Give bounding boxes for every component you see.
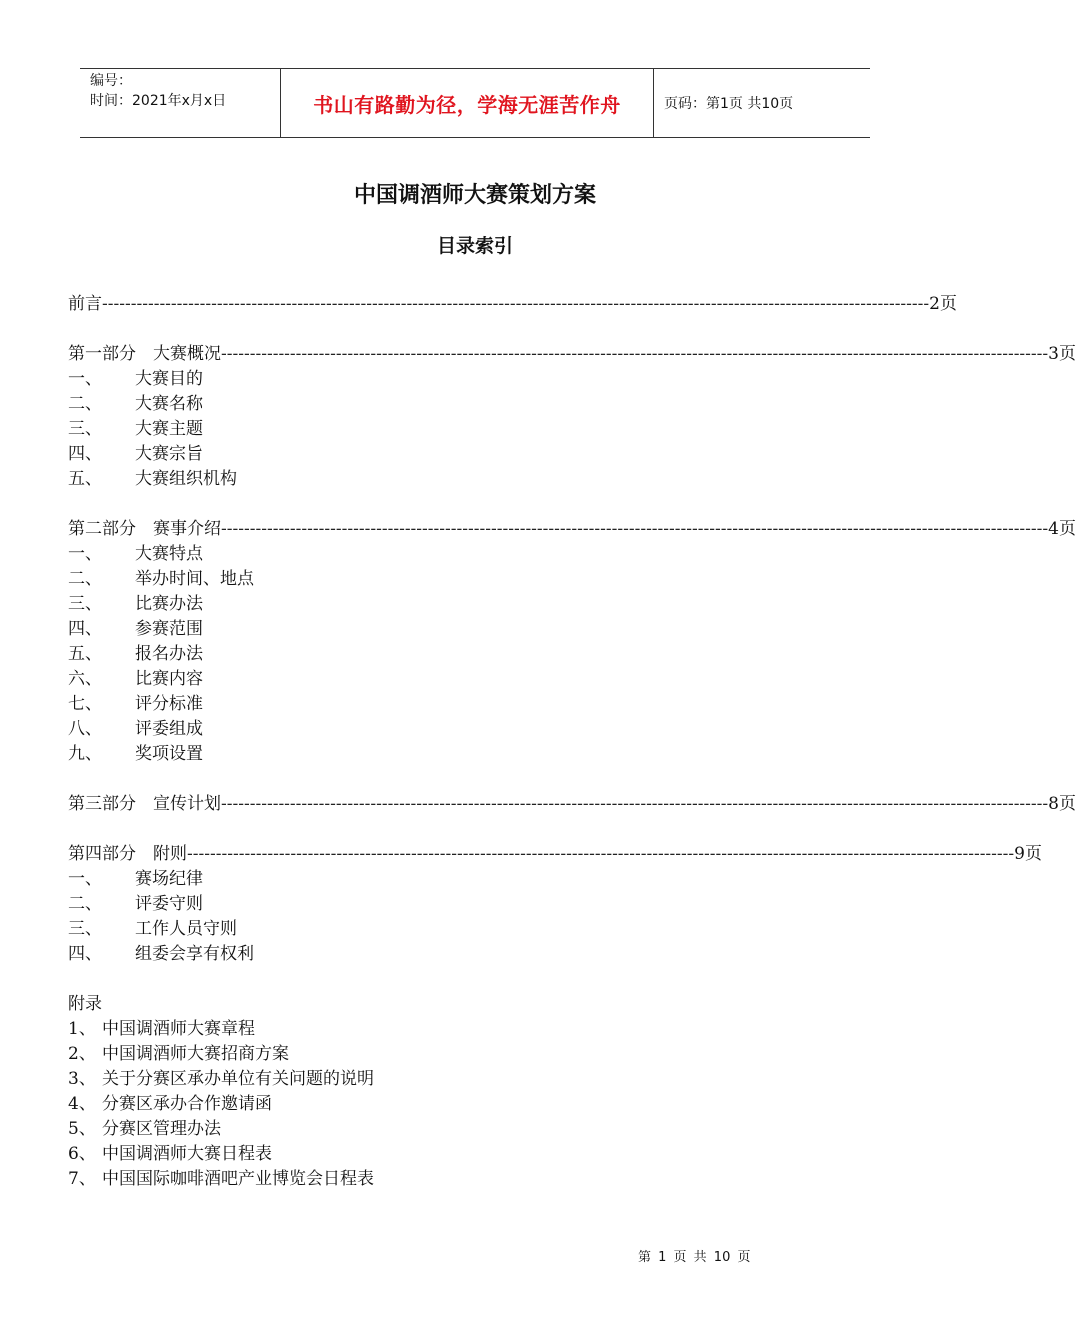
toc-subitem-text: 比赛办法 <box>135 594 203 614</box>
header-motto: 书山有路勤为径，学海无涯苦作舟 <box>281 69 654 137</box>
appendix-item-number: 1、 <box>68 1019 96 1039</box>
document-number-label: 编号： <box>90 73 132 89</box>
toc-subitem-text: 大赛宗旨 <box>135 444 203 464</box>
toc-subitem[interactable] <box>68 617 876 642</box>
toc-subitem[interactable] <box>68 567 876 592</box>
toc-entry-page: 8页 <box>1048 794 1076 814</box>
toc-subitem[interactable] <box>68 417 876 442</box>
toc-entry-part4[interactable] <box>68 842 1042 867</box>
toc-subitem-text: 评分标准 <box>135 694 203 714</box>
toc-subitem-number: 二、 <box>68 894 102 914</box>
toc-subitem[interactable] <box>68 917 876 942</box>
toc-entry-label: 第三部分 宣传计划 <box>68 794 221 814</box>
dash-leader: ------------------------------------------------------------------------------------------------------------------------------------------------ <box>102 294 930 314</box>
toc-subitem[interactable] <box>68 592 876 617</box>
toc-subitem-number: 九、 <box>68 744 102 764</box>
toc-entry-part1[interactable] <box>68 342 1076 367</box>
toc-entry-preface[interactable] <box>68 292 957 317</box>
toc-subitem-number: 四、 <box>68 944 102 964</box>
toc-subitem-text: 奖项设置 <box>135 744 203 764</box>
toc-subitem-text: 比赛内容 <box>135 669 203 689</box>
toc-subitem[interactable] <box>68 392 876 417</box>
dash-leader: ------------------------------------------------------------------------------------------------------------------------------------------------ <box>221 519 1049 539</box>
toc-subitem-text: 大赛特点 <box>135 544 203 564</box>
toc-subitem-number: 二、 <box>68 394 102 414</box>
appendix-item-number: 7、 <box>68 1169 96 1189</box>
appendix-item-number: 5、 <box>68 1119 96 1139</box>
appendix-item[interactable] <box>68 1092 876 1117</box>
appendix-item-number: 2、 <box>68 1044 96 1064</box>
page-footer: 第 1 页 共 10 页 <box>638 1250 751 1265</box>
toc-entry-part2[interactable] <box>68 517 1076 542</box>
document-title: 中国调酒师大赛策划方案 <box>353 183 596 208</box>
dash-leader: ------------------------------------------------------------------------------------------------------------------------------------------------ <box>221 344 1049 364</box>
header-page-info: 页码：第1页 共10页 <box>664 96 794 112</box>
table-of-contents <box>68 292 1076 1192</box>
appendix-item-text: 中国调酒师大赛招商方案 <box>102 1044 289 1064</box>
toc-subitem-number: 八、 <box>68 719 102 739</box>
toc-entry-page: 2页 <box>929 294 957 314</box>
toc-subitem-text: 报名办法 <box>135 644 203 664</box>
header-meta <box>80 69 281 137</box>
toc-subitem-number: 七、 <box>68 694 102 714</box>
toc-heading: 目录索引 <box>436 235 513 257</box>
toc-subitem[interactable] <box>68 542 876 567</box>
toc-subitem[interactable] <box>68 642 876 667</box>
toc-subitem-number: 五、 <box>68 469 102 489</box>
appendix-item-text: 分赛区承办合作邀请函 <box>102 1094 272 1114</box>
toc-subitem-text: 组委会享有权利 <box>135 944 254 964</box>
toc-subitem[interactable] <box>68 442 876 467</box>
toc-subitem-number: 三、 <box>68 419 102 439</box>
toc-subitem-number: 二、 <box>68 569 102 589</box>
dash-leader: ------------------------------------------------------------------------------------------------------------------------------------------------ <box>187 844 1015 864</box>
toc-subitem-text: 评委组成 <box>135 719 203 739</box>
toc-entry-label: 前言 <box>68 294 102 314</box>
appendix-item[interactable] <box>68 1017 876 1042</box>
toc-entry-label: 第二部分 赛事介绍 <box>68 519 221 539</box>
toc-entry-page: 9页 <box>1014 844 1042 864</box>
appendix-heading[interactable]: 附录 <box>68 994 102 1014</box>
dash-leader: ------------------------------------------------------------------------------------------------------------------------------------------------ <box>221 794 1049 814</box>
toc-subitem-text: 工作人员守则 <box>135 919 237 939</box>
document-date: 时间：2021年x月x日 <box>90 93 227 109</box>
appendix-item[interactable] <box>68 1142 876 1167</box>
toc-subitem[interactable] <box>68 367 876 392</box>
toc-entry-part3[interactable] <box>68 792 1076 817</box>
toc-subitem-number: 五、 <box>68 644 102 664</box>
toc-subitem-number: 四、 <box>68 619 102 639</box>
toc-subitem-text: 大赛组织机构 <box>135 469 237 489</box>
toc-entry-page: 4页 <box>1048 519 1076 539</box>
toc-subitem[interactable] <box>68 742 876 767</box>
toc-entry-label: 第四部分 附则 <box>68 844 187 864</box>
appendix-item-text: 中国国际咖啡酒吧产业博览会日程表 <box>102 1169 374 1189</box>
toc-subitem-text: 大赛主题 <box>135 419 203 439</box>
toc-subitem-number: 一、 <box>68 369 102 389</box>
toc-subitem-text: 参赛范围 <box>135 619 203 639</box>
toc-subitem-number: 三、 <box>68 919 102 939</box>
appendix-item-number: 4、 <box>68 1094 96 1114</box>
appendix-item-text: 分赛区管理办法 <box>102 1119 221 1139</box>
toc-subitem-number: 三、 <box>68 594 102 614</box>
toc-subitem[interactable] <box>68 717 876 742</box>
toc-subitem-number: 一、 <box>68 544 102 564</box>
toc-subitem-text: 举办时间、地点 <box>135 569 254 589</box>
appendix-item[interactable] <box>68 1167 876 1192</box>
toc-entry-page: 3页 <box>1048 344 1076 364</box>
toc-subitem-text: 大赛名称 <box>135 394 203 414</box>
toc-subitem[interactable] <box>68 467 876 492</box>
toc-subitem[interactable] <box>68 692 876 717</box>
toc-entry-label: 第一部分 大赛概况 <box>68 344 221 364</box>
appendix-item[interactable] <box>68 1117 876 1142</box>
toc-subitem-number: 四、 <box>68 444 102 464</box>
toc-subitem[interactable] <box>68 867 876 892</box>
appendix-item[interactable] <box>68 1042 876 1067</box>
appendix-item-number: 3、 <box>68 1069 96 1089</box>
toc-subitem-text: 大赛目的 <box>135 369 203 389</box>
appendix-item-text: 关于分赛区承办单位有关问题的说明 <box>102 1069 374 1089</box>
toc-subitem[interactable] <box>68 892 876 917</box>
toc-subitem-text: 评委守则 <box>135 894 203 914</box>
appendix-item-number: 6、 <box>68 1144 96 1164</box>
toc-subitem[interactable] <box>68 667 876 692</box>
page-header <box>80 68 870 138</box>
toc-subitem-number: 六、 <box>68 669 102 689</box>
appendix-item[interactable] <box>68 1067 876 1092</box>
toc-subitem-text: 赛场纪律 <box>135 869 203 889</box>
appendix-item-text: 中国调酒师大赛章程 <box>102 1019 255 1039</box>
appendix-item-text: 中国调酒师大赛日程表 <box>102 1144 272 1164</box>
toc-subitem-number: 一、 <box>68 869 102 889</box>
toc-subitem[interactable] <box>68 942 876 967</box>
